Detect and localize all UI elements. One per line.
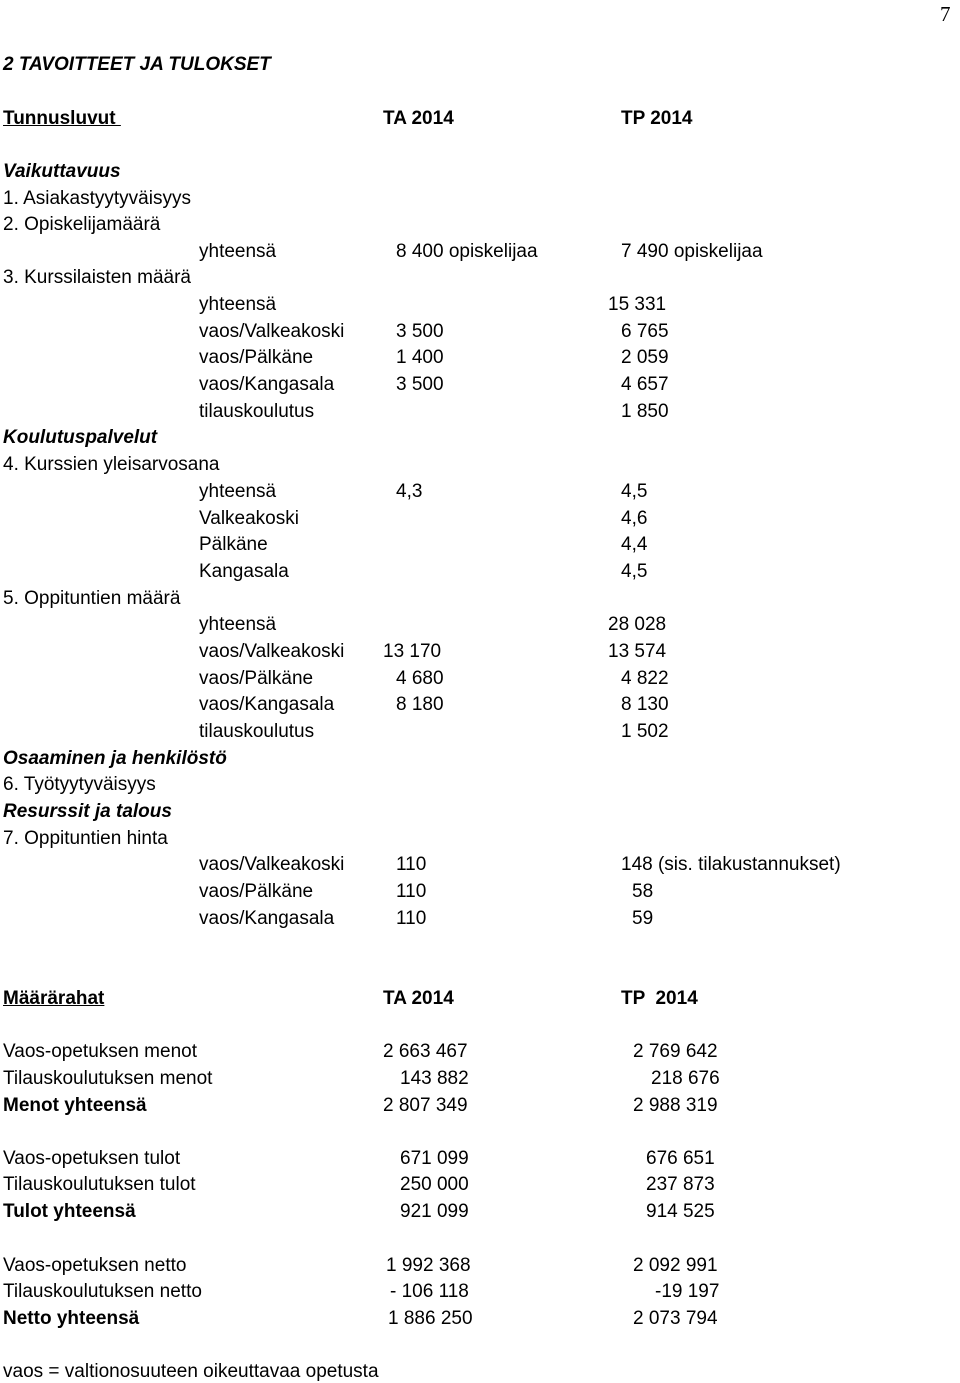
metric-item-tyotyytyvaisyys: 6. Työtyytyväisyys xyxy=(3,774,156,795)
row-tp-value: 8 130 xyxy=(621,694,669,715)
row-label: yhteensä xyxy=(199,241,277,262)
row-tp-value: 58 xyxy=(632,881,654,902)
budget-row-tp: 676 651 xyxy=(646,1148,715,1169)
row-ta-value: 4 680 xyxy=(396,668,444,689)
row-ta-value: 8 400 opiskelijaa xyxy=(396,241,538,262)
budget-row-tp: 2 073 794 xyxy=(633,1308,718,1329)
group-heading-resurssit: Resurssit ja talous xyxy=(3,801,172,822)
section-title: 2 TAVOITTEET JA TULOKSET xyxy=(3,54,271,75)
group-heading-koulutuspalvelut: Koulutuspalvelut xyxy=(3,427,158,448)
budget-row-ta: 2 807 349 xyxy=(383,1095,468,1116)
budget-row-label: Vaos-opetuksen menot xyxy=(3,1041,197,1062)
row-label: vaos/Kangasala xyxy=(199,374,335,395)
row-label: vaos/Pälkäne xyxy=(199,347,314,368)
budget-row-label: Tilauskoulutuksen tulot xyxy=(3,1174,196,1195)
budget-header-label: Määrärahat xyxy=(3,988,105,1009)
row-ta-value: 3 500 xyxy=(396,374,444,395)
row-label: Pälkäne xyxy=(199,534,268,555)
row-ta-value: 3 500 xyxy=(396,321,444,342)
budget-row-label-total: Netto yhteensä xyxy=(3,1308,140,1329)
metric-item-asiakastyytyvaisyys: 1. Asiakastyytyväisyys xyxy=(3,188,191,209)
row-tp-value: 1 850 xyxy=(621,401,669,422)
row-label: Kangasala xyxy=(199,561,289,582)
row-tp-value: 13 574 xyxy=(608,641,667,662)
row-tp-value: 148 (sis. tilakustannukset) xyxy=(621,854,841,875)
row-label: yhteensä xyxy=(199,481,277,502)
row-ta-value: 4,3 xyxy=(396,481,423,502)
row-tp-value: 4 822 xyxy=(621,668,669,689)
budget-row-label: Tilauskoulutuksen menot xyxy=(3,1068,213,1089)
group-heading-vaikuttavuus: Vaikuttavuus xyxy=(3,161,121,182)
row-label: vaos/Pälkäne xyxy=(199,668,314,689)
budget-row-ta: 1 886 250 xyxy=(388,1308,473,1329)
row-ta-value: 8 180 xyxy=(396,694,444,715)
row-label: yhteensä xyxy=(199,614,277,635)
budget-header-ta: TA 2014 xyxy=(383,988,454,1009)
row-label: vaos/Valkeakoski xyxy=(199,641,345,662)
metric-item-oppituntien-maara: 5. Oppituntien määrä xyxy=(3,588,181,609)
budget-row-label-total: Menot yhteensä xyxy=(3,1095,147,1116)
budget-row-tp: 2 988 319 xyxy=(633,1095,718,1116)
metric-item-opiskelijamaara: 2. Opiskelijamäärä xyxy=(3,214,161,235)
row-label: Valkeakoski xyxy=(199,508,299,529)
row-label: vaos/Valkeakoski xyxy=(199,321,345,342)
metrics-header-ta: TA 2014 xyxy=(383,108,454,129)
metrics-header-label: Tunnusluvut xyxy=(3,108,121,129)
budget-row-ta: - 106 118 xyxy=(390,1281,469,1302)
row-label: tilauskoulutus xyxy=(199,401,315,422)
budget-row-ta: 921 099 xyxy=(400,1201,469,1222)
budget-row-tp: 2 092 991 xyxy=(633,1255,718,1276)
row-label: vaos/Pälkäne xyxy=(199,881,314,902)
row-label: tilauskoulutus xyxy=(199,721,315,742)
row-tp-value: 59 xyxy=(632,908,654,929)
row-ta-value: 13 170 xyxy=(383,641,442,662)
row-ta-value: 110 xyxy=(396,854,427,875)
page-number: 7 xyxy=(940,2,951,26)
row-label: yhteensä xyxy=(199,294,277,315)
row-tp-value: 1 502 xyxy=(621,721,669,742)
budget-row-ta: 1 992 368 xyxy=(386,1255,471,1276)
budget-row-tp: 914 525 xyxy=(646,1201,715,1222)
row-label: vaos/Kangasala xyxy=(199,908,335,929)
budget-row-tp: 218 676 xyxy=(651,1068,720,1089)
row-tp-value: 28 028 xyxy=(608,614,667,635)
budget-row-ta: 143 882 xyxy=(400,1068,469,1089)
row-tp-value: 4,5 xyxy=(621,481,648,502)
metric-item-oppituntien-hinta: 7. Oppituntien hinta xyxy=(3,828,168,849)
budget-row-ta: 250 000 xyxy=(400,1174,469,1195)
row-ta-value: 110 xyxy=(396,881,427,902)
budget-row-label: Vaos-opetuksen tulot xyxy=(3,1148,181,1169)
row-tp-value: 15 331 xyxy=(608,294,667,315)
budget-row-ta: 2 663 467 xyxy=(383,1041,468,1062)
budget-row-ta: 671 099 xyxy=(400,1148,469,1169)
row-label: vaos/Valkeakoski xyxy=(199,854,345,875)
budget-row-tp: 237 873 xyxy=(646,1174,715,1195)
row-tp-value: 4,6 xyxy=(621,508,648,529)
row-label: vaos/Kangasala xyxy=(199,694,335,715)
budget-row-tp: 2 769 642 xyxy=(633,1041,718,1062)
group-heading-osaaminen: Osaaminen ja henkilöstö xyxy=(3,748,227,769)
metric-item-kurssien-yleisarvosana: 4. Kurssien yleisarvosana xyxy=(3,454,220,475)
row-tp-value: 7 490 opiskelijaa xyxy=(621,241,763,262)
row-tp-value: 4,5 xyxy=(621,561,648,582)
row-ta-value: 110 xyxy=(396,908,427,929)
row-tp-value: 4 657 xyxy=(621,374,669,395)
row-tp-value: 6 765 xyxy=(621,321,669,342)
metrics-header-tp: TP 2014 xyxy=(621,108,693,129)
footnote: vaos = valtionosuuteen oikeuttavaa opetusta xyxy=(3,1361,379,1382)
budget-row-label-total: Tulot yhteensä xyxy=(3,1201,136,1222)
row-tp-value: 2 059 xyxy=(621,347,669,368)
budget-row-label: Tilauskoulutuksen netto xyxy=(3,1281,202,1302)
row-tp-value: 4,4 xyxy=(621,534,648,555)
budget-row-tp: -19 197 xyxy=(655,1281,720,1302)
budget-header-tp: TP 2014 xyxy=(621,988,698,1009)
metric-item-kurssilaisten-maara: 3. Kurssilaisten määrä xyxy=(3,267,191,288)
budget-row-label: Vaos-opetuksen netto xyxy=(3,1255,187,1276)
row-ta-value: 1 400 xyxy=(396,347,444,368)
